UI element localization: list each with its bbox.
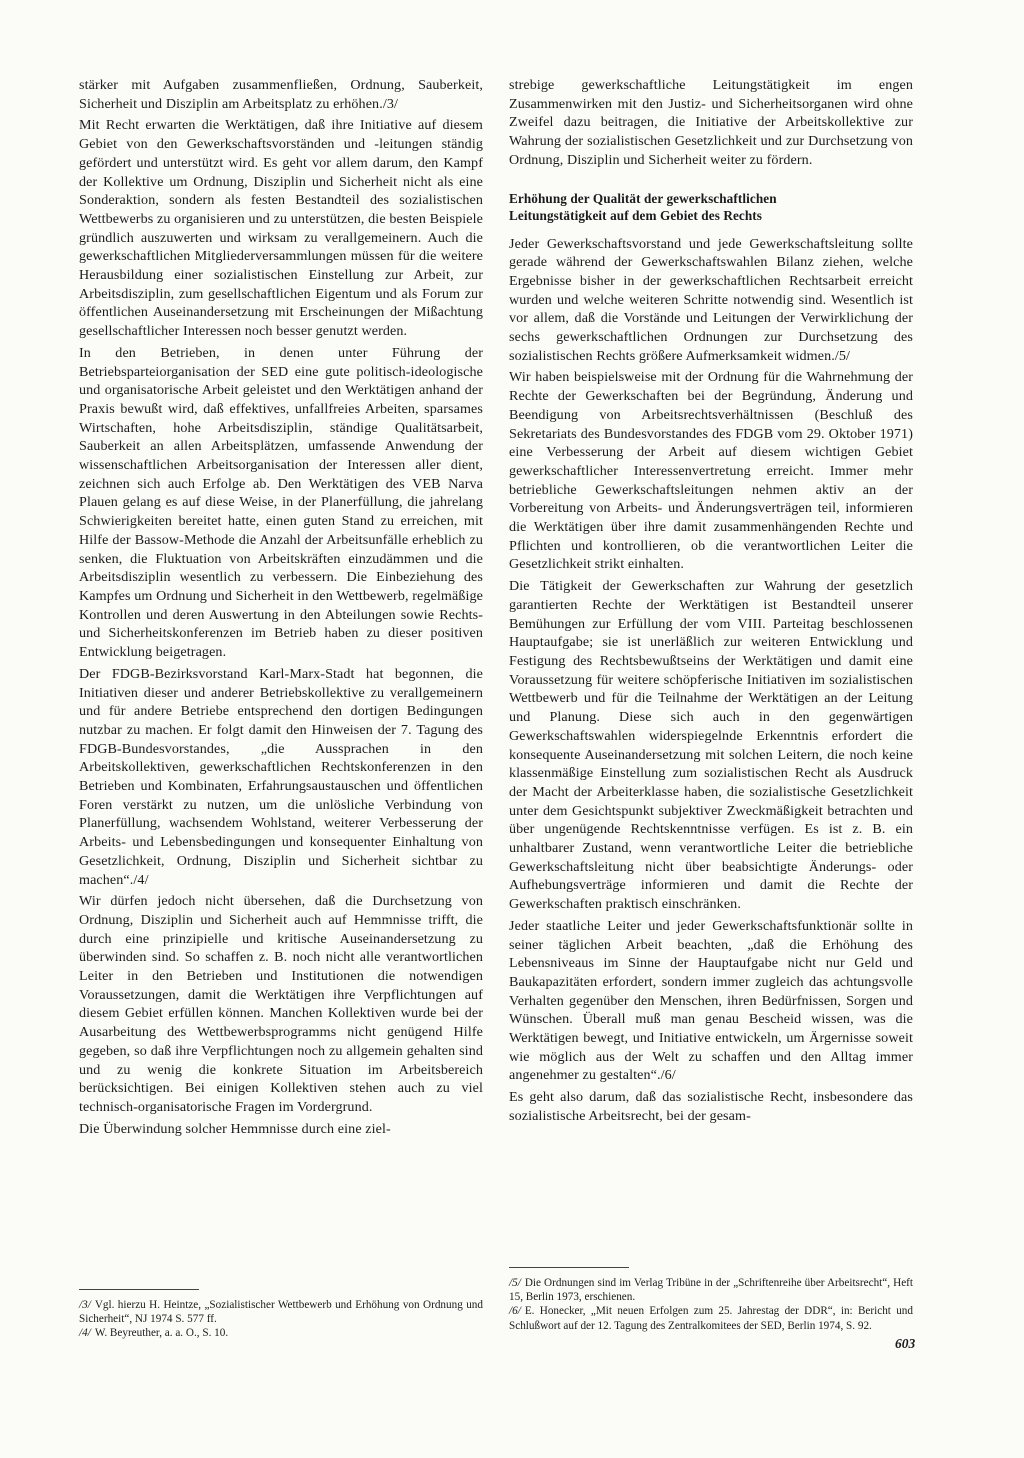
paragraph: Mit Recht erwarten die Werktätigen, daß ihre Initiative auf diesem Gebiet von den Gewerkschaftsvorständen und -leitungen ständig gefördert und unterstützt wird. Es geht vor allem darum, den Kampf der Kollektive um Ordnung, Disziplin und Sicherheit nicht als eine Sonderaktion, sondern als festen Bestandteil des sozialistischen Wettbewerbs zu organisieren und zu unterstützen, die besten Beispiele gründlich auszuwerten und wirksam zu verallgemeinern. Auch die gewerkschaftlichen Mitgliederversammlungen müssen für die weitere Herausbildung einer sozialistischen Einstellung zur Arbeit, zur Arbeitsdisziplin, zum gesellschaftlichen Eigentum und als Forum zur öffentlichen Auseinandersetzung mit Erscheinungen der Mißachtung gesellschaftlicher Interessen noch besser genutzt werden. — [79, 117, 483, 340]
paragraph: Es geht also darum, daß das sozialistische Recht, insbesondere das sozialistische Arbeitsrecht, bei der gesam- — [509, 1089, 913, 1124]
footnote-text: Die Ordnungen sind im Verlag Tribüne in der „Schriftenreihe über Arbeitsrecht“, Heft 15, Berlin 1973, erschienen. — [509, 1277, 913, 1304]
paragraph: In den Betrieben, in denen unter Führung der Betriebsparteiorganisation der SED eine gute politisch-ideologische und organisatorische Arbeit geleistet und den Werktätigen anhand der Praxis bewußt wird, daß effektives, unfallfreies Arbeiten, sparsames Wirtschaften, hohe Arbeitsdisziplin, ständige Qualitätsarbeit, Sauberkeit an allen Arbeitsplätzen, umfassende Anwendung der wissenschaftlichen Arbeitsorganisation der Interessen aller dient, zeichnen sich auch Erfolge ab. Den Werktätigen des VEB Narva Plauen gelang es auf diese Weise, in der Planerfüllung, die jahrelang Schwierigkeiten bereitet hatte, einen guten Stand zu erreichen, mit Hilfe der Bassow-Methode die Anzahl der Arbeitsunfälle erheblich zu senken, die Fluktuation von Arbeitskräften einzudämmen und die Arbeitsdisziplin wesentlich zu verbessern. Die Einbeziehung des Kampfes um Ordnung und Sicherheit in den Wettbewerb, regelmäßige Kontrollen und deren Auswertung in den Abteilungen sowie Rechts- und Sicherheitskonferenzen im Betrieb haben zu dieser positiven Entwicklung beigetragen. — [79, 344, 483, 661]
right-column — [509, 76, 913, 1126]
section-heading — [509, 190, 913, 224]
paragraph: Die Überwindung solcher Hemmnisse durch eine ziel- — [79, 1120, 391, 1137]
footnote-number: /4/ — [79, 1327, 91, 1340]
left-column — [79, 76, 483, 1138]
page-number: 603 — [895, 1336, 916, 1351]
footnotes-left — [79, 1275, 483, 1341]
footnote-rule — [509, 1267, 629, 1268]
footnote-text: Vgl. hierzu H. Heintze, „Sozialistischer Wettbewerb und Erhöhung von Ordnung und Sicherheit“, NJ 1974 S. 577 ff. — [79, 1299, 483, 1326]
footnote-rule — [79, 1289, 199, 1290]
footnote-6 — [509, 1304, 913, 1332]
paragraph: Jeder Gewerkschaftsvorstand und jede Gewerkschaftsleitung sollte gerade während der Gewerkschaftswahlen Bilanz ziehen, welche Ergebnisse bisher in der gewerkschaftlichen Rechtsarbeit erreicht wurden und welche weiteren Schritte notwendig sind. Wesentlich ist vor allem, daß die Vorstände und Leitungen der Verwirklichung der sechs gewerkschaftlichen Ordnungen zur Durchsetzung des sozialistischen Rechts größere Aufmerksamkeit widmen./5/ — [509, 235, 913, 364]
footnote-text: E. Honecker, „Mit neuen Erfolgen zum 25. Jahrestag der DDR“, in: Bericht und Schlußwort auf der 12. Tagung des Zentralkomitees der SED, Berlin 1974, S. 92. — [509, 1305, 913, 1332]
footnotes-right — [509, 1253, 913, 1333]
paragraph: Wir haben beispielsweise mit der Ordnung für die Wahrnehmung der Rechte der Gewerkschaften bei der Begründung, Änderung und Beendigung von Arbeitsrechtsverhältnissen (Beschluß des Sekretariats des Bundesvorstandes des FDGB vom 29. Oktober 1971) eine Verbesserung der Arbeit auf diesem wichtigen Gebiet gewerkschaftlicher Interessenvertretung erreicht. Immer mehr betriebliche Gewerkschaftsleitungen nehmen aktiv an der Vorbereitung von Arbeits- und Änderungsverträgen teil, informieren die Werktätigen über ihre damit zusammenhängenden Rechte und Pflichten und kontrollieren, ob die verantwortlichen Leiter die Gesetzlichkeit strikt einhalten. — [509, 369, 913, 573]
paragraph: Die Tätigkeit der Gewerkschaften zur Wahrung der gesetzlich garantierten Rechte der Werktätigen ist Bestandteil unserer Bemühungen zur Erfüllung der vom VIII. Parteitag beschlossenen Hauptaufgabe; sie ist unerläßlich zur weiteren Entwicklung und Festigung des Rechtsbewußtseins der Werktätigen und damit eine Voraussetzung für weitere schöpferische Initiativen im sozialistischen Wettbewerb und für die Teilnahme der Werktätigen an der Leitung und Planung. Diese sich auch in den gegenwärtigen Gewerkschaftswahlen widerspiegelnde Erkenntnis erfordert die konsequente Auseinandersetzung mit solchen Leitern, die noch keine klassenmäßige Einstellung zum sozialistischen Recht als Ausdruck der Macht der Arbeiterklasse haben, die sozialistische Gesetzlichkeit unter dem Gesichtspunkt subjektiver Zweckmäßigkeit betrachten und über ungenügende Rechtskenntnisse verfügen. Es ist z. B. ein unhaltbarer Zustand, wenn verantwortliche Leiter die betriebliche Gewerkschaftsleitung nicht über beabsichtigte Änderungs- oder Aufhebungsverträge informieren und damit die Rechte der Gewerkschaften praktisch einschränken. — [509, 578, 913, 913]
paragraph: Jeder staatliche Leiter und jeder Gewerkschaftsfunktionär sollte in seiner täglichen Arbeit beachten, „daß die Erhöhung des Lebensniveaus im Sinne der Hauptaufgabe nicht nur Geld und Baukapazitäten erfordert, sondern immer zugleich das achtungsvolle Verhalten gegenüber den Menschen, ihren Bedürfnissen, Sorgen und Wünschen. Überall muß man genau Bescheid wissen, was die Werktätigen bewegt, und Initiative entwickeln, um Ärgernisse soweit wie möglich aus der Welt zu schaffen und den Alltag immer angenehmer zu gestalten“./6/ — [509, 917, 913, 1084]
footnote-3 — [79, 1298, 483, 1326]
footnote-number: /5/ — [509, 1277, 521, 1289]
paragraph: Wir dürfen jedoch nicht übersehen, daß die Durchsetzung von Ordnung, Disziplin und Sicherheit auch auf Hemmnisse trifft, die durch eine prinzipielle und kritische Auseinandersetzung zu überwinden sind. So schaffen z. B. noch nicht alle verantwortlichen Leiter in den Betrieben und Institutionen die notwendigen Voraussetzungen, damit die Werktätigen ihre Verpflichtungen auf diesem Gebiet erfüllen können. Manchen Kollektiven wurde bei der Ausarbeitung des Wettbewerbsprogramms nicht genügend Hilfe gegeben, so daß ihre Verpflichtungen noch zu allgemein gehalten sind und zu wenig die konkrete Situation im Arbeitsbereich berücksichtigen. Bei einigen Kollektiven stehen auch zu viel technisch-organisatorische Fragen im Vordergrund. — [79, 893, 483, 1115]
footnote-number: /3/ — [79, 1299, 91, 1311]
footnote-number: /6/ — [509, 1305, 521, 1318]
paragraph: stärker mit Aufgaben zusammenfließen, Ordnung, Sauberkeit, Sicherheit und Disziplin am Arbeitsplatz zu erhöhen./3/ — [79, 77, 483, 112]
paragraph: strebige gewerkschaftliche Leitungstätigkeit im engen Zusammenwirken mit den Justiz- und Sicherheitsorganen wird ohne Zweifel dazu beitragen, die Initiative der Arbeitskollektive zur Wahrung der sozialistischen Gesetzlichkeit und zur Durchsetzung von Ordnung, Disziplin und Sicherheit weiter zu fördern. — [509, 77, 913, 168]
footnote-text: W. Beyreuther, a. a. O., S. 10. — [94, 1327, 229, 1340]
section-heading-line: Leitungstätigkeit auf dem Gebiet des Rechts — [509, 207, 763, 223]
footnote-5 — [509, 1276, 913, 1304]
section-heading-line: Erhöhung der Qualität der gewerkschaftlichen — [509, 190, 777, 206]
footnote-4 — [79, 1326, 483, 1340]
paragraph: Der FDGB-Bezirksvorstand Karl-Marx-Stadt hat begonnen, die Initiativen dieser und anderer Betriebskollektive zu verallgemeinern und für andere Betriebe entsprechend den dortigen Bedingungen nutzbar zu machen. Er folgt damit den Hinweisen der 7. Tagung des FDGB-Bundesvorstandes, „die Aussprachen in den Arbeitskollektiven, gewerkschaftlichen Rechtskonferenzen in den Betrieben und Kombinaten, Erfahrungsaustauschen und öffentlichen Foren verstärkt zu nutzen, um die unlösliche Verbindung von Planerfüllung, wachsendem Wohlstand, weiterer Verbesserung der Arbeits- und Lebensbedingungen und konsequenter Einhaltung von Gesetzlichkeit, Ordnung, Disziplin und Sicherheit sichtbar zu machen“./4/ — [79, 665, 483, 888]
